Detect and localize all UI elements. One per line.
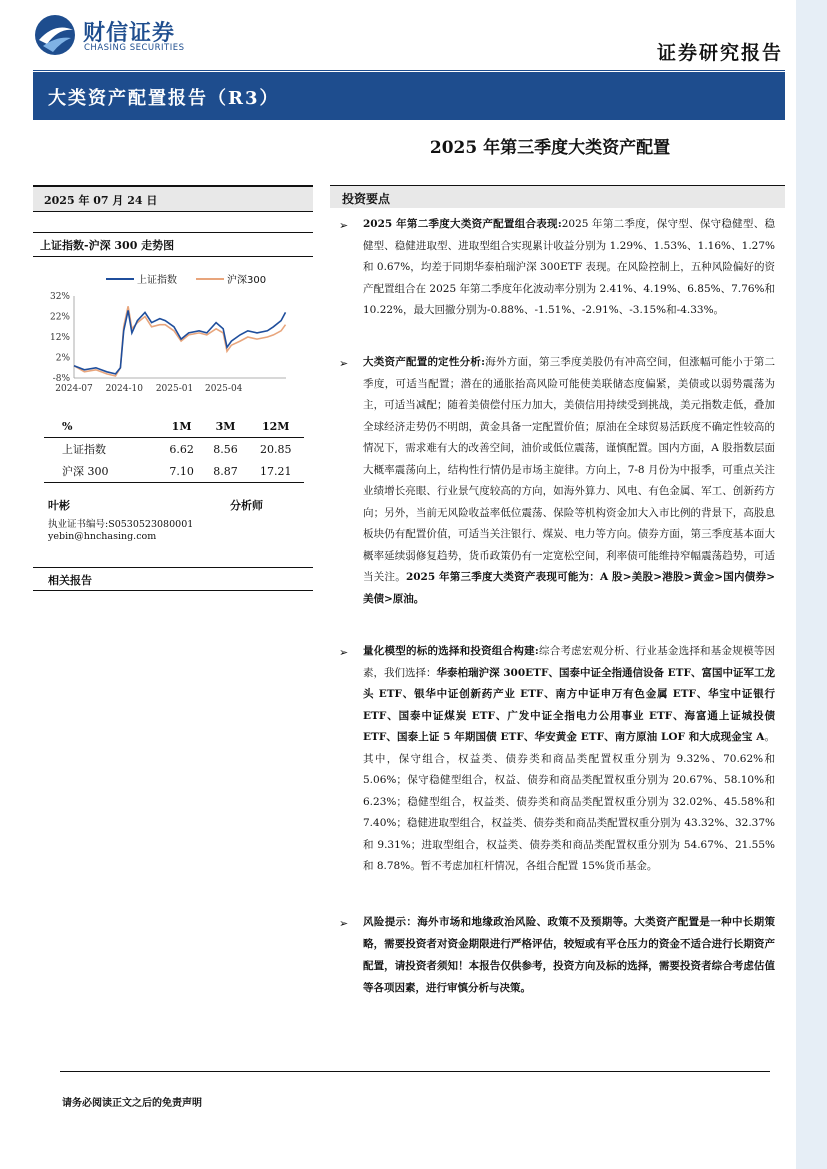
- legend-label: 上证指数: [137, 275, 177, 286]
- logo-mark-icon: [33, 14, 77, 56]
- bullet-arrow-icon: ➢: [339, 646, 349, 659]
- series-line: [74, 306, 286, 376]
- performance-table: [44, 415, 304, 483]
- x-tick-label: 2025-04: [205, 384, 243, 394]
- point-tail: 。其中，保守组合，权益类、债券类和商品类配置权重分别为 9.32%、70.62%和 5.06%；保守稳健型组合，权益、债券和商品类配置权重分别为 20.67%、58.10%和 6.23%；稳健型组合，权益类、债券类和商品类配置权重分别为 32.02%、45.58%和 7.40%；稳健进取型组合，权益类、债券类和商品类配置权重分别为 43.32%、32.37%和 9.31%；进取型组合，权益类、债券类和商品类配置权重分别为 54.67%、21.55%和 8.78%。暂不考虑加杠杆情况，各组合配置 15%货币基金。: [363, 731, 776, 872]
- report-type: 证券研究报告: [656, 42, 783, 64]
- header-rule: [33, 70, 785, 71]
- y-tick-label: 22%: [49, 312, 70, 323]
- point-lead: 2025 年第二季度大类资产配置组合表现:: [363, 218, 562, 230]
- logo-en-text: CHASING SECURITIES: [84, 43, 185, 53]
- table-header-cell: 12M: [262, 419, 290, 433]
- table-cell: 20.85: [259, 442, 292, 456]
- chart-head-bottom-rule: [33, 256, 313, 257]
- disclaimer-note: 请务必阅读正文之后的免责声明: [62, 1098, 202, 1109]
- table-row: [44, 460, 304, 483]
- logo-cn-text: 财信证券: [83, 21, 176, 46]
- x-tick-label: 2024-10: [105, 384, 143, 394]
- report-date: 2025 年 07 月 24 日: [44, 194, 158, 207]
- point-lead: 大类资产配置的定性分析:: [363, 356, 486, 368]
- footer-rule: [60, 1071, 770, 1072]
- table-row: [44, 438, 304, 461]
- banner-right: [305, 72, 785, 119]
- invest-head-bar: [330, 186, 785, 208]
- bullet-arrow-icon: ➢: [339, 219, 349, 232]
- table-header-cell: 3M: [215, 419, 236, 433]
- table-cell: 上证指数: [62, 443, 106, 456]
- table-header-row: [44, 415, 304, 438]
- chart-section-title: 上证指数-沪深 300 走势图: [40, 239, 175, 252]
- banner-title: 大类资产配置报告（R3）: [48, 88, 280, 109]
- point-body: 海外方面，第三季度美股仍有冲高空间，但涨幅可能小于第二季度，可适当配置；潜在的通胀抬高风险可能使美联储态度偏紧，美债或以弱势震荡为主，可适当减配；随着美债偿付压力加大，美债信用持续受到挑战，美元指数走低，叠加全球经济走势仍不明朗，黄金具备一定配置价值；原油在全球贸易活跃度不确定性较高的情况下，需求难有大的改善空间，油价或低位震荡，谨慎配置。国内方面，A 股指数层面大概率震荡向上，结构性行情仍是市场主旋律。方向上，7-8 月份为中报季，可重点关注业绩增长亮眼、行业景气度较高的方向，如海外算力、风电、有色金属、军工、创新药方向；另外，当前无风险收益率低位震荡、保险等机构资金加大入市比例的背景下，高股息板块仍有配置价值，可适当关注银行、煤炭、电力等方向。债券方面，第三季度基本面大概率延续弱修复趋势，货币政策仍有一定宽松空间，利率债可能维持窄幅震荡趋势，可适当关注。: [363, 356, 775, 583]
- point-tail: 2025 年第三季度大类资产表现可能为：A 股>美股>港股>黄金>国内债券>美债>原油。: [363, 571, 776, 605]
- bullet-arrow-icon: ➢: [339, 357, 349, 370]
- related-bottom-rule: [33, 590, 313, 591]
- index-chart: [36, 262, 296, 408]
- side-strip: [796, 0, 827, 1169]
- point-q2-performance: [363, 214, 775, 322]
- y-tick-label: -8%: [52, 374, 70, 384]
- y-tick-label: 12%: [49, 333, 70, 343]
- analyst-email[interactable]: yebin@hnchasing.com: [48, 531, 157, 542]
- point-quant-model: [363, 641, 775, 878]
- x-tick-label: 2025-01: [155, 384, 194, 394]
- series-line: [74, 310, 286, 374]
- bullet-arrow-icon: ➢: [339, 917, 349, 930]
- point-body: 2025 年第二季度，保守型、保守稳健型、稳健型、稳健进取型、进取型组合实现累计收益分别为 1.29%、1.53%、1.16%、1.27%和 0.67%，均差于同期华泰柏瑞沪深 300ETF 表现。在风险控制上，五种风险偏好的资产配置组合在 2025 年第二季度年化波动率分别为 2.41%、4.19%、6.85%、7.76%和 10.22%，最大回撤分别为-0.88%、-1.51%、-2.91%、-3.15%和-4.33%。: [363, 218, 775, 316]
- invest-points-title: 投资要点: [342, 192, 391, 206]
- related-top-rule: [33, 567, 313, 568]
- date-bottom-rule: [33, 211, 313, 212]
- table-header-cell: 1M: [171, 419, 192, 433]
- related-reports-title: 相关报告: [48, 574, 92, 587]
- y-tick-label: 32%: [49, 292, 70, 302]
- table-cell: 8.87: [213, 464, 238, 478]
- point-fund-list: 华泰柏瑞沪深 300ETF、国泰中证全指通信设备 ETF、富国中证军工龙头 ETF、银华中证创新药产业 ETF、南方中证申万有色金属 ETF、华宝中证银行 ETF、国泰中证煤炭 ETF、广发中证全指电力公用事业 ETF、海富通上证城投债 ETF、国泰上证 5 年期国债 ETF、华安黄金 ETF、南方原油 LOF 和大成现金宝 A: [363, 666, 775, 743]
- legend-label: 沪深300: [227, 275, 267, 286]
- x-tick-label: 2024-07: [55, 384, 93, 394]
- company-logo: [33, 14, 193, 56]
- y-tick-label: 2%: [55, 353, 70, 364]
- table-cell: 17.21: [259, 464, 292, 478]
- table-header-cell: %: [62, 419, 73, 433]
- analyst-cert: 执业证书编号:S0530523080001: [48, 519, 194, 530]
- point-lead: 风险提示：海外市场和地缘政治风险、政策不及预期等。大类资产配置是一种中长期策略，需要投资者对资金期限进行严格评估，较短或有平仓压力的资金不适合进行长期资产配置，请投资者须知！本报告仅供参考，投资方向及标的选择，需要投资者综合考虑估值等各项因素，进行审慎分析与决策。: [363, 916, 775, 994]
- point-risk-warning: [363, 911, 775, 999]
- point-lead: 量化模型的标的选择和投资组合构建:: [363, 645, 539, 657]
- analyst-role: 分析师: [230, 499, 263, 512]
- table-cell: 6.62: [169, 442, 194, 456]
- chart-head-top-rule: [33, 232, 313, 233]
- point-qualitative-analysis: [363, 352, 775, 610]
- analyst-name: 叶彬: [48, 499, 70, 512]
- table-cell: 7.10: [169, 464, 194, 478]
- point-body: 综合考虑宏观分析、行业基金选择和基金规模等因素，我们选择：: [363, 645, 775, 679]
- report-title: 2025 年第三季度大类资产配置: [429, 138, 671, 158]
- table-cell: 沪深 300: [62, 465, 109, 478]
- table-cell: 8.56: [213, 442, 238, 456]
- banner-rule: [33, 119, 785, 120]
